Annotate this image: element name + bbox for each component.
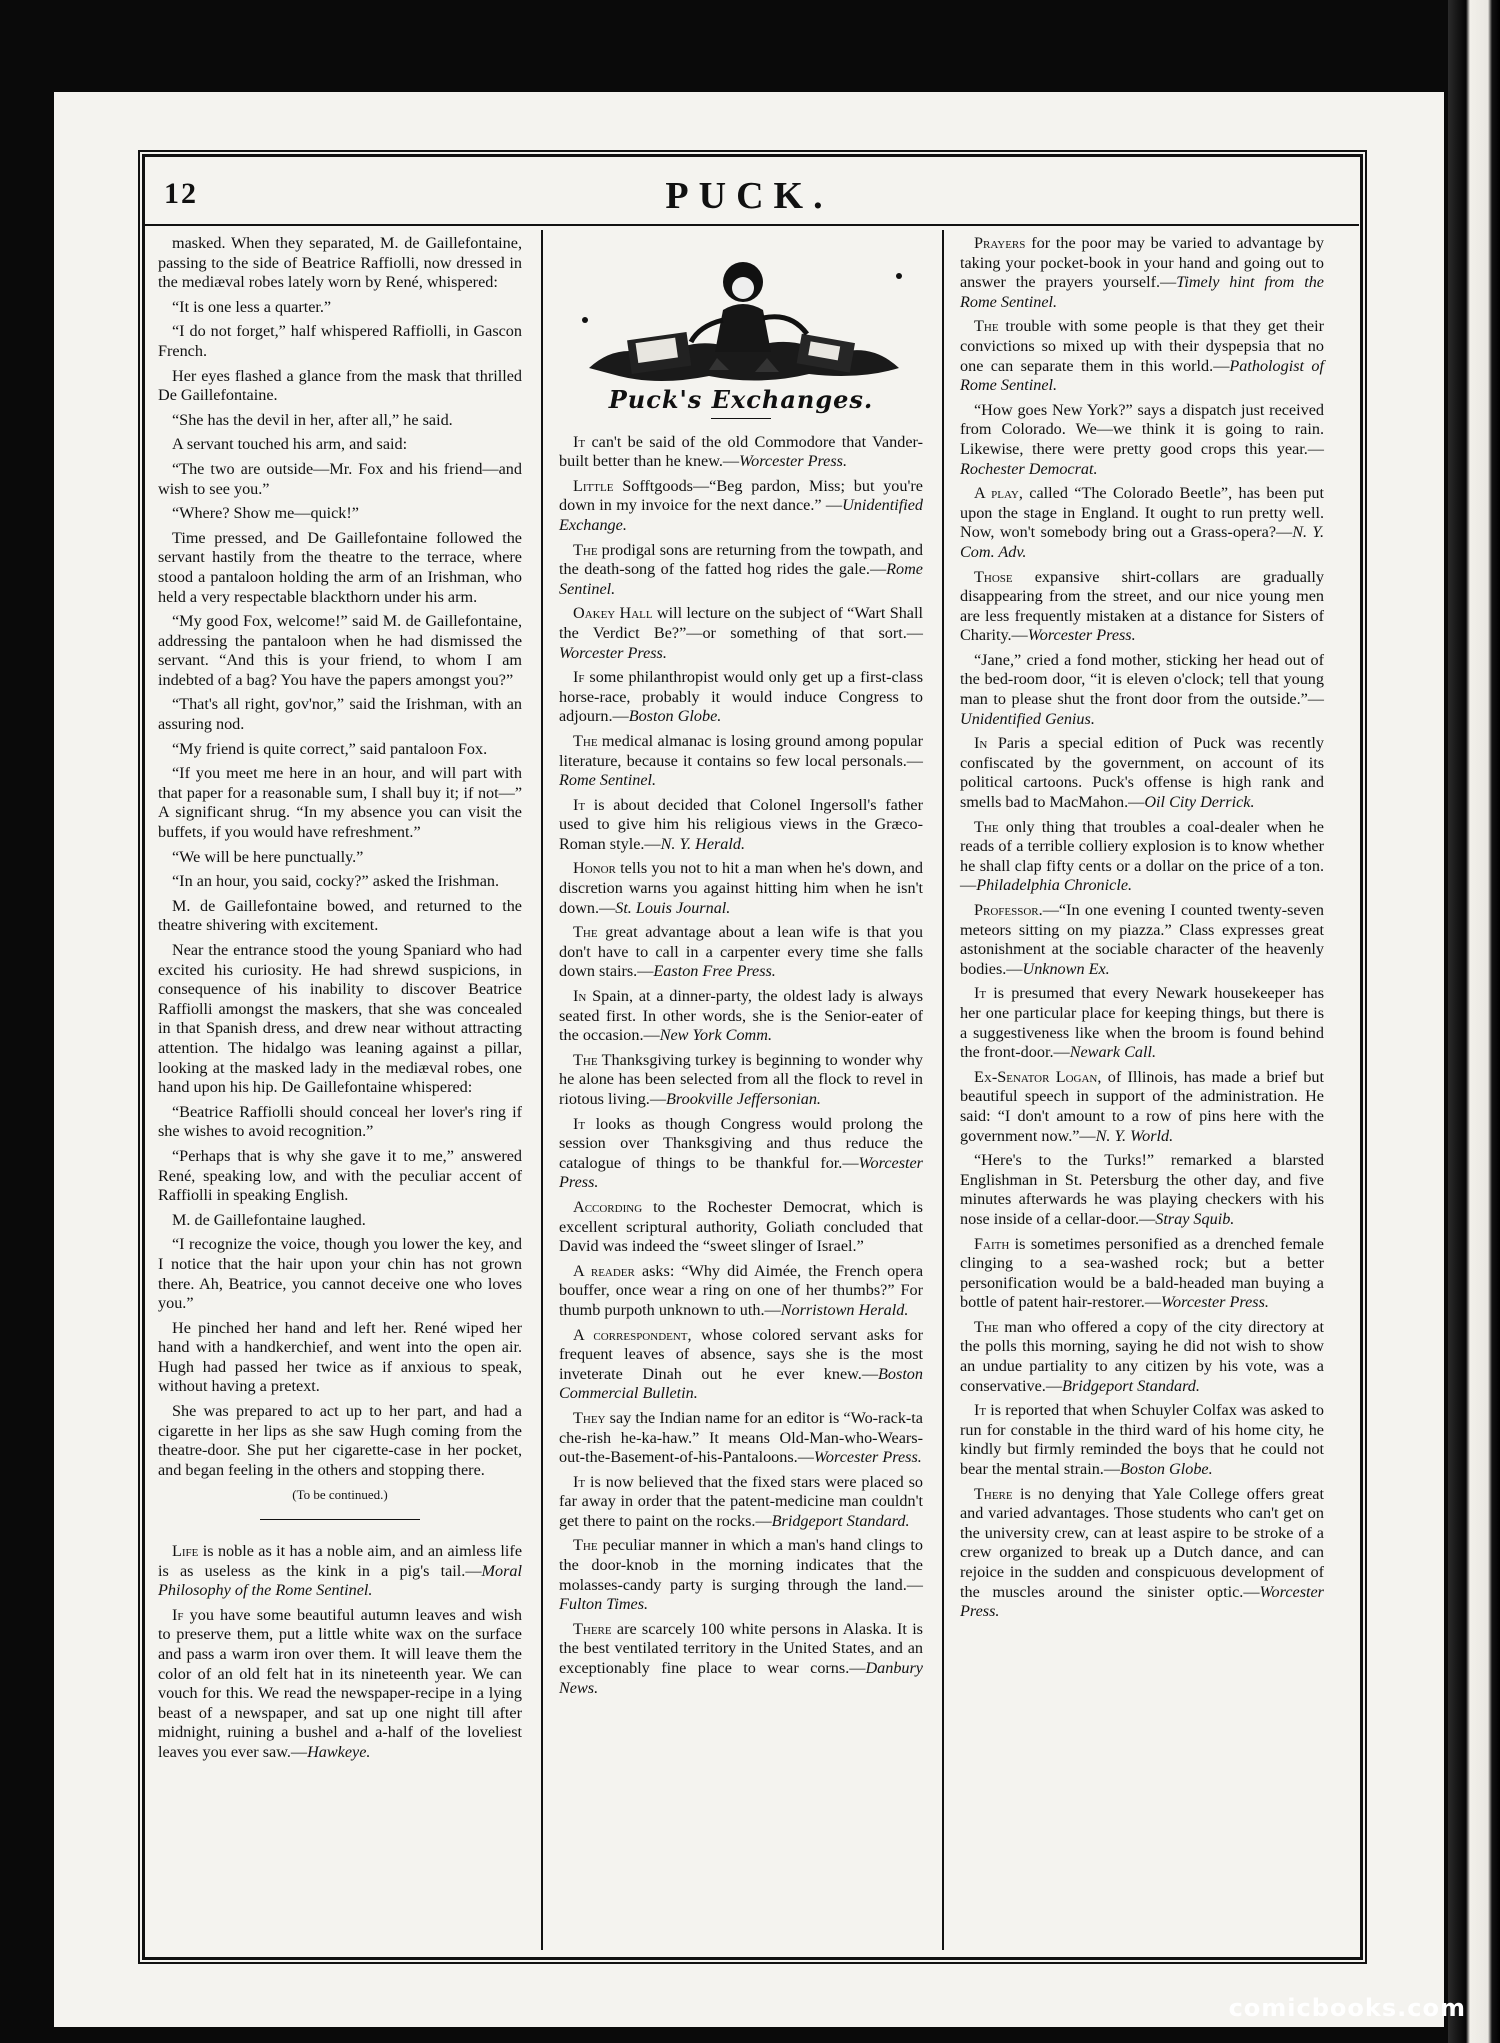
- exchanges-vignette: [559, 240, 923, 390]
- item-text: “Jane,” cried a fond mother, sticking her head out of the bed-room door, “it is eleven o'clock; tell that young man to please shut the front door from the outside.”—: [960, 650, 1324, 709]
- exchange-item: [559, 1115, 923, 1193]
- item-text: expansive shirt-collars are gradually disappearing from the street, and our nice young men are less frequently mistaken at a distance for Sisters of Charity.—: [960, 567, 1324, 645]
- item-source: Pathologist of Rome Sentinel.: [960, 356, 1324, 395]
- item-text: Spain, at a dinner-party, the oldest lady is always seated first. In other words, she is the Senior-eater of the occasion.—: [559, 987, 923, 1045]
- exchange-item: [559, 1262, 923, 1321]
- item-source: Unidentified Genius.: [960, 709, 1095, 728]
- item-source: Rome Sentinel.: [559, 771, 657, 790]
- item-lead: The: [974, 317, 999, 336]
- exchange-item: [559, 1326, 923, 1404]
- to-be-continued: (To be continued.): [292, 1487, 388, 1503]
- item-source: Newark Call.: [1069, 1043, 1157, 1062]
- scan-edge: [1448, 0, 1500, 2043]
- item-text: peculiar manner in which a man's hand clings to the door-knob in the morning indicates that the molasses-candy party is surging through the land.—: [559, 1536, 923, 1594]
- item-lead: According: [573, 1197, 643, 1216]
- item-source: Unknown Ex.: [1022, 959, 1110, 978]
- item-source: Worcester Press.: [559, 1153, 923, 1192]
- exchanges-heading: Puck's Exchanges.: [608, 385, 874, 414]
- story-paragraph: Her eyes flashed a glance from the mask that thrilled De Gaillefontaine.: [158, 366, 522, 405]
- exchange-item: [559, 668, 923, 727]
- story-paragraph: masked. When they separated, M. de Gaillefontaine, passing to the side of Beatrice Raffiolli, now dressed in the mediæval robes lately worn by René, whispered:: [158, 234, 522, 292]
- story-paragraph: “I do not forget,” half whispered Raffiolli, in Gascon French.: [158, 322, 522, 360]
- item-source: Unidentified Exchange.: [559, 496, 923, 534]
- item-source: Bridgeport Standard.: [1062, 1376, 1200, 1395]
- item-source: Norristown Herald.: [780, 1300, 909, 1319]
- header-rule: [144, 224, 1359, 226]
- item-text: can't be said of the old Commodore that Vander-built better than he knew.—: [559, 432, 923, 471]
- item-lead: Oakey Hall: [573, 604, 653, 623]
- item-source: Rochester Democrat.: [960, 459, 1098, 478]
- item-lead: It: [573, 1472, 586, 1491]
- story-paragraph: A servant touched his arm, and said:: [172, 435, 408, 454]
- exchange-item: [960, 1401, 1324, 1479]
- exchange-item: [559, 859, 923, 918]
- item-lead: The: [573, 923, 598, 942]
- exchange-item: [559, 433, 923, 472]
- item-lead: If: [172, 1605, 184, 1624]
- item-source: Easton Free Press.: [653, 962, 776, 981]
- exchange-item: [559, 1051, 923, 1110]
- story-paragraph: She was prepared to act up to her part, and had a cigarette in her lips as she saw Hugh coming from the theatre-door. She put her cigarette-case in her pocket, and began feeling in the others and stopping there.: [158, 1402, 522, 1479]
- item-text: is sometimes personified as a drenched female clinging to a sea-washed rock; but a better personification would be a bald-headed man buying a bottle of patent hair-restorer.—: [960, 1234, 1324, 1312]
- item-lead: Prayers: [974, 234, 1026, 252]
- item-source: Boston Globe.: [1120, 1460, 1213, 1479]
- item-text: is noble as it has a noble aim, and an aimless life is as useless as the kink in a pig's tail.—: [158, 1542, 522, 1580]
- item-lead: In: [974, 734, 988, 753]
- item-source: Stray Squib.: [1155, 1209, 1235, 1228]
- exchange-item: [559, 541, 923, 600]
- item-text: “How goes New York?” says a dispatch just received from Colorado. We—we think it is going to rain. Likewise, there were pretty good crops this year.—: [960, 400, 1324, 458]
- vignette-illustration: [559, 240, 923, 390]
- exchange-item: [559, 796, 923, 855]
- exchange-item: [559, 477, 923, 536]
- item-source: Hawkeye.: [307, 1742, 371, 1761]
- exchange-item: [960, 401, 1324, 479]
- exchange-item: [960, 651, 1324, 729]
- item-source: St. Louis Journal.: [615, 898, 731, 917]
- exchange-item: [960, 901, 1324, 979]
- exchange-item: [559, 604, 923, 663]
- item-lead: Little: [573, 476, 614, 495]
- item-source: Worcester Press.: [1161, 1293, 1269, 1312]
- item-source: Danbury News.: [559, 1659, 923, 1697]
- item-text: are scarcely 100 white persons in Alaska. It is the best ventilated territory in the United States, and an exceptionably fine place to wear corns.—: [559, 1619, 923, 1678]
- exchange-item: [960, 1068, 1324, 1146]
- item-lead: It: [573, 1114, 586, 1133]
- exchange-item: [559, 923, 923, 982]
- story-paragraph: “If you meet me here in an hour, and will part with that paper for a reasonable sum, I shall buy it; if not—” A significant shrug. “In my absence you can visit the buffets, if you would have refreshment.”: [158, 764, 522, 842]
- exchanges-paragraphs: [559, 433, 923, 1699]
- item-source: Worcester Press.: [813, 1448, 922, 1467]
- item-text: , whose colored servant asks for frequent leaves of absence, says she is the most inveterate Dinah out he ever knew.—: [559, 1325, 923, 1383]
- item-source: Worcester Press.: [559, 643, 667, 662]
- item-lead: A correspondent: [573, 1325, 688, 1344]
- item-text: Sofftgoods—“Beg pardon, Miss; but you're down in my invoice for the next dance.” —: [559, 476, 923, 515]
- story-paragraph: He pinched her hand and left her. René wiped her hand with a handkerchief, and went into the open air. Hugh had passed her twice as if anxious to speak, without having a pretext.: [158, 1318, 522, 1396]
- exchange-item: [559, 987, 923, 1046]
- exchange-item: [960, 818, 1324, 896]
- item-text: is no denying that Yale College offers great and varied advantages. Those students who can't get on the university crew, can at least aspire to be stroke of a crew organized to break up a Dutch dance, and can rejoice in the sudden and conspicuous development of the muscles around the sinister optic.—: [960, 1484, 1324, 1601]
- exchange-item: [158, 1606, 522, 1763]
- item-source: Bridgeport Standard.: [771, 1511, 910, 1530]
- item-text: will lecture on the subject of “Wart Shall the Verdict Be?”—or something of that sort.—: [559, 604, 923, 642]
- column-3: [960, 234, 1324, 1627]
- masthead: PUCK.: [665, 175, 833, 217]
- exchange-item: [960, 1151, 1324, 1229]
- item-lead: Faith: [974, 1234, 1010, 1253]
- story-paragraph: Near the entrance stood the young Spaniard who had excited his curiosity. He had shrewd suspicions, in consequence of his inability to discover Beatrice Raffiolli amongst the maskers, that she was concealed in that Spanish dress, and drew near without attracting attention. The hidalgo was leaning against a pillar, looking at the masked lady in the mediæval robes, one hand upon his hip. De Gaillefontaine whispered:: [158, 941, 522, 1097]
- item-source: N. Y. Herald.: [660, 834, 746, 853]
- exchange-item: [559, 732, 923, 791]
- story-paragraph: “She has the devil in her, after all,” he said.: [172, 410, 453, 429]
- item-lead: The: [573, 540, 598, 559]
- item-source: Boston Commercial Bulletin.: [559, 1364, 923, 1403]
- item-source: Philadelphia Chronicle.: [976, 876, 1133, 895]
- item-source: Timely hint from the Rome Sentinel.: [960, 273, 1324, 311]
- item-source: Worcester Press.: [960, 1582, 1324, 1621]
- item-text: , of Illinois, has made a brief but beautiful speech in support of the administration. He said: “I don't amount to a row of pins here with the government now.”—: [960, 1067, 1325, 1145]
- item-text: is now believed that the fixed stars were placed so far away in order that the patent-medicine man couldn't get there to paint on the rocks.—: [559, 1472, 923, 1530]
- item-text: Thanksgiving turkey is beginning to wonder why he alone has been selected from all the flock to revel in riotous living.—: [559, 1050, 923, 1108]
- exchange-item: [559, 1198, 923, 1257]
- item-text: only thing that troubles a coal-dealer when he reads of a terrible colliery explosion is to know whether he shall clap fifty cents or a dollar on the price of a ton.—: [960, 817, 1324, 895]
- item-lead: Life: [172, 1542, 199, 1561]
- item-lead: The: [974, 817, 999, 836]
- watermark: comicbooks.com: [1228, 1994, 1466, 2022]
- column-1-paragraphs: [158, 1542, 522, 1763]
- story-paragraph: “My friend is quite correct,” said pantaloon Fox.: [172, 739, 488, 758]
- item-lead: The: [573, 1536, 598, 1555]
- exchange-item: [960, 568, 1324, 646]
- item-text: , called “The Colorado Beetle”, has been put upon the stage in England. It ought to run pretty well. Now, won't somebody bring out a Grass-opera?—: [960, 484, 1325, 542]
- item-source: Oil City Derrick.: [1144, 793, 1255, 812]
- item-text: Paris a special edition of Puck was recently confiscated by the government, on account of its political cartoons. Puck's offense is high rank and smells bad to MacMahon.—: [960, 734, 1324, 812]
- section-divider: [260, 1519, 420, 1520]
- exchange-item: [960, 734, 1324, 812]
- item-source: Moral Philosophy of the Rome Sentinel.: [158, 1561, 522, 1600]
- exchange-item: [960, 1318, 1324, 1396]
- exchange-item: [960, 984, 1324, 1062]
- item-text: looks as though Congress would prolong the session over Thanksgiving and thus reduce the catalogue of things to be thankful for.—: [559, 1114, 923, 1172]
- exchange-item: [960, 234, 1324, 312]
- column-3-paragraphs: [960, 234, 1324, 1622]
- item-lead: It: [974, 984, 987, 1003]
- story-paragraph: “Perhaps that is why she gave it to me,” answered René, speaking low, and with the peculiar accent of Raffiolli in speaking English.: [158, 1146, 522, 1205]
- item-text: is reported that when Schuyler Colfax was asked to run for constable in the third ward of his home city, he kindly but firmly reminded the boys that he could not bear the mental strain.—: [960, 1401, 1324, 1479]
- item-text: .—“In one evening I counted twenty-seven meteors sitting on my piazza.” Class expresses great astonishment at the sociable character of the heavenly bodies.—: [960, 901, 1324, 978]
- story-paragraph: “We will be here punctually.”: [172, 847, 364, 866]
- story-paragraph: M. de Gaillefontaine laughed.: [172, 1210, 366, 1229]
- item-text: trouble with some people is that they get their convictions so mixed up with their dyspepsia that no one can separate them in this world.—: [960, 317, 1324, 375]
- column-2: [559, 234, 923, 1703]
- item-lead: The: [573, 1050, 598, 1069]
- item-lead: Honor: [573, 859, 616, 878]
- exchange-item: [559, 1620, 923, 1698]
- item-lead: The: [974, 1317, 999, 1336]
- story-paragraph: M. de Gaillefontaine bowed, and returned to the theatre shivering with excitement.: [158, 896, 522, 935]
- magazine-page: [54, 92, 1444, 2027]
- item-source: N. Y. World.: [1095, 1126, 1174, 1145]
- exchange-item: [559, 1473, 923, 1532]
- story-paragraph: “Where? Show me—quick!”: [172, 504, 359, 523]
- item-text: you have some beautiful autumn leaves and wish to preserve them, put a little white wax on the surface and pass a warm iron over them. It will leave them the color of an old felt hat in its nineteenth year. We can vouch for this. We read the newspaper-recipe in a lying beast of a newspaper, and sat up one night till after midnight, ruining a bushel and a-half of the loveliest leaves you ever saw.—: [158, 1605, 522, 1761]
- item-text: some philanthropist would only get up a first-class horse-race, probably it would induce Congress to adjourn.—: [559, 668, 923, 726]
- exchange-item: [559, 1536, 923, 1614]
- item-lead: They: [573, 1408, 606, 1427]
- story-paragraph: “I recognize the voice, though you lower the key, and I notice that the hair upon your chin has not grown there. Ah, Beatrice, you cannot deceive one who loves you.”: [158, 1235, 522, 1313]
- story-paragraph: “That's all right, gov'nor,” said the Irishman, with an assuring nod.: [158, 695, 522, 734]
- item-lead: The: [573, 731, 598, 750]
- item-text: tells you not to hit a man when he's down, and discretion warns you against hitting him when he isn't down.—: [559, 859, 923, 917]
- item-source: Worcester Press.: [1027, 626, 1136, 645]
- exchange-item: [960, 1235, 1324, 1313]
- item-text: “Here's to the Turks!” remarked a blarsted Englishman in St. Petersburg the other day, and five minutes afterwards he was playing checkers with his nose inside of a cellar-door.—: [960, 1151, 1324, 1228]
- item-source: Fulton Times.: [559, 1595, 649, 1614]
- item-lead: Professor: [974, 901, 1039, 919]
- item-source: N. Y. Com. Adv.: [960, 523, 1324, 561]
- item-text: asks: “Why did Aimée, the French opera bouffer, once wear a ring on one of her thumbs?” For thumb purpoth unknown to uth.—: [559, 1261, 924, 1319]
- story-paragraph: “In an hour, you said, cocky?” asked the Irishman.: [172, 872, 500, 891]
- item-text: is about decided that Colonel Ingersoll's father used to give him his religious views in the Græco-Roman style.—: [559, 795, 923, 853]
- item-lead: In: [573, 987, 587, 1006]
- item-lead: If: [573, 668, 585, 687]
- item-text: man who offered a copy of the city directory at the polls this morning, saying he did not wish to show an undue partiality to any citizen by his vote, was a conservative.—: [960, 1317, 1324, 1395]
- item-text: to the Rochester Democrat, which is excellent scriptural authority, Goliath concluded that David was indeed the “sweet slinger of Israel.”: [559, 1197, 923, 1256]
- item-lead: Ex-Senator Logan: [974, 1067, 1098, 1086]
- item-text: say the Indian name for an editor is “Wo-rack-ta che-rish he-ka-haw.” It means Old-Man-who-Wears-out-the-Basement-of-his-Pantaloons.—: [559, 1408, 923, 1467]
- serial-story: [158, 234, 522, 1480]
- exchange-item: [559, 1409, 923, 1468]
- item-lead: There: [974, 1484, 1013, 1503]
- exchange-item: [960, 317, 1324, 395]
- exchange-item: [960, 1485, 1324, 1622]
- item-text: is presumed that every Newark housekeeper has her one particular place for keeping things, but there is a suggestiveness like when the broom is found behind the front-door.—: [960, 984, 1324, 1062]
- story-paragraph: “It is one less a quarter.”: [172, 297, 332, 316]
- item-text: prodigal sons are returning from the towpath, and the death-song of the fatted hog rides the gale.—: [559, 540, 923, 579]
- item-source: Boston Globe.: [628, 707, 722, 726]
- item-text: great advantage about a lean wife is that you don't have to call in a carpenter every time she falls down stairs.—: [559, 923, 923, 981]
- item-lead: It: [573, 432, 586, 451]
- item-text: medical almanac is losing ground among popular literature, because it contains so few local personals.—: [559, 731, 923, 770]
- column-rule: [541, 230, 543, 1950]
- item-lead: A play: [974, 484, 1019, 503]
- item-text: for the poor may be varied to advantage by taking your pocket-book in your hand and going out to answer the prayers yourself.—: [960, 234, 1324, 292]
- heading-rule: [711, 418, 771, 419]
- column-1: [158, 234, 522, 1768]
- column-rule: [942, 230, 944, 1950]
- exchange-item: [960, 484, 1324, 562]
- exchange-item: [158, 1542, 522, 1601]
- story-paragraph: “My good Fox, welcome!” said M. de Gaillefontaine, addressing the pantaloon when he had dismissed the servant. “And this is your friend, to whom I am indebted of a bag? You have the papers amongst you?”: [158, 612, 522, 689]
- item-lead: A reader: [573, 1261, 635, 1280]
- item-source: Brookville Jeffersonian.: [666, 1090, 821, 1108]
- item-source: New York Comm.: [659, 1026, 772, 1045]
- item-lead: There: [573, 1619, 612, 1638]
- item-lead: It: [573, 795, 586, 814]
- story-paragraph: “Beatrice Raffiolli should conceal her lover's ring if she wishes to avoid recognition.”: [158, 1102, 522, 1141]
- page-number: 12: [164, 177, 198, 210]
- item-lead: Those: [974, 567, 1013, 586]
- story-paragraph: “The two are outside—Mr. Fox and his friend—and wish to see you.”: [158, 459, 522, 498]
- story-paragraph: Time pressed, and De Gaillefontaine followed the servant hastily from the theatre to the terrace, where stood a pantaloon holding the arm of an Irishman, who held a very respectable blackthorn under his arm.: [158, 528, 522, 606]
- item-source: Worcester Press.: [739, 452, 848, 471]
- item-source: Rome Sentinel.: [559, 560, 923, 598]
- item-lead: It: [974, 1401, 987, 1420]
